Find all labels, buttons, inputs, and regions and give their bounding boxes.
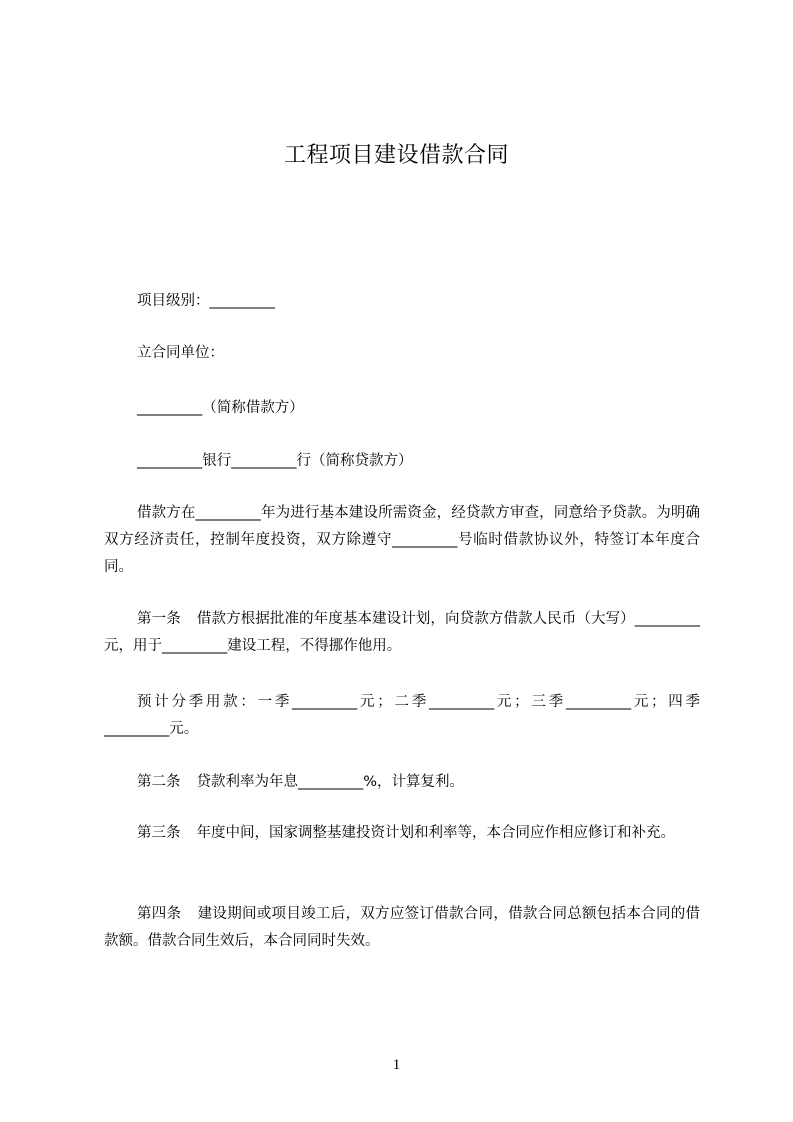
article-4-label: 第四条 bbox=[137, 906, 182, 922]
article-1 bbox=[104, 606, 700, 660]
lender-line: _________银行_________行（简称贷款方） bbox=[137, 453, 413, 469]
preamble-paragraph: 借款方在_________年为进行基本建设所需资金，经贷款方审查，同意给予贷款。为明确双方经济责任，控制年度投资，双方除遵守_________号临时借款协议外，特签订本年度合同。 bbox=[104, 505, 700, 575]
article-2-label: 第二条 bbox=[137, 774, 181, 790]
article-1-label: 第一条 bbox=[137, 611, 181, 627]
article-3 bbox=[104, 820, 700, 847]
article-3-text: 年度中间，国家调整基建投资计划和利率等，本合同应作相应修订和补充。 bbox=[196, 825, 675, 841]
document-title: 工程项目建设借款合同 bbox=[283, 143, 509, 168]
project-level-line: 项目级别：_________ bbox=[137, 293, 275, 309]
page-number: 1 bbox=[392, 1057, 401, 1073]
article-4-text: 建设期间或项目竣工后，双方应签订借款合同，借款合同总额包括本合同的借款额。借款合同生效后，本合同同时失效。 bbox=[104, 906, 701, 949]
article-2 bbox=[104, 769, 700, 796]
quarterly-usage-paragraph: 预计分季用款：一季_________元；二季_________元；三季_________元；四季_________元。 bbox=[104, 694, 700, 737]
article-2-text: 贷款利率为年息_________%，计算复利。 bbox=[196, 774, 465, 790]
article-1-text: 借款方根据批准的年度基本建设计划，向贷款方借款人民币（大写）_________元，用于_________建设工程，不得挪作他用。 bbox=[104, 611, 701, 654]
parties-heading: 立合同单位： bbox=[137, 345, 224, 361]
article-3-label: 第三条 bbox=[137, 825, 181, 841]
borrower-line: _________（简称借款方） bbox=[137, 400, 304, 416]
article-4 bbox=[104, 901, 700, 955]
